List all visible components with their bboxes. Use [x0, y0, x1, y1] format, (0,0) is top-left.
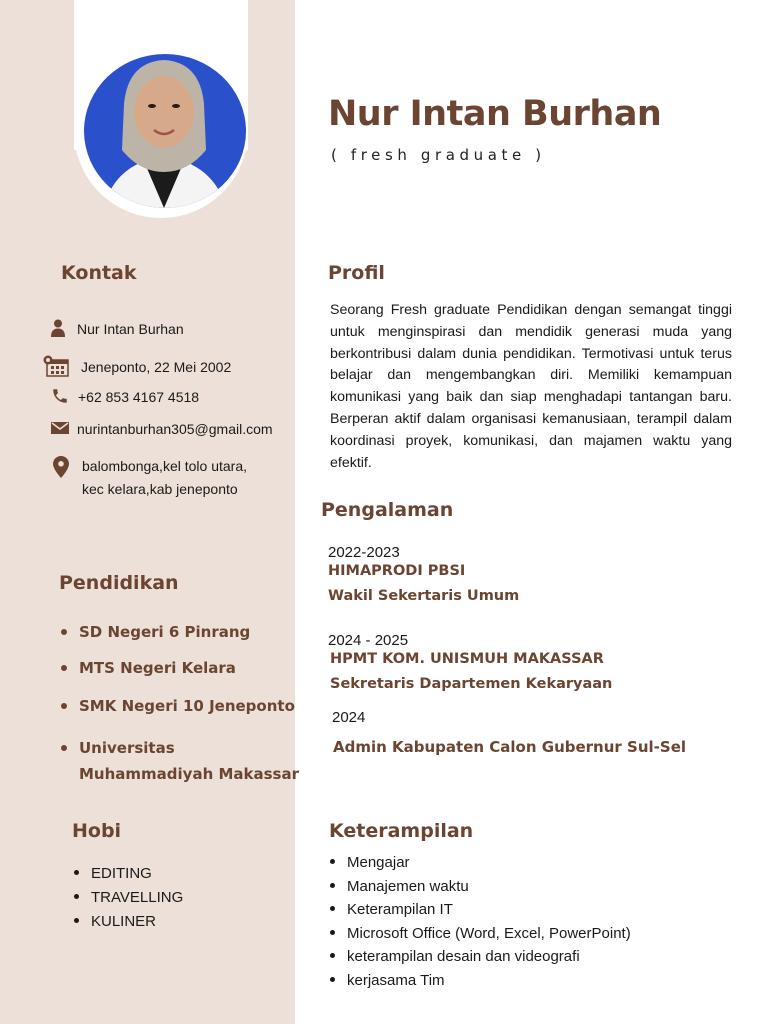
contact-name: Nur Intan Burhan [77, 321, 184, 337]
education-item-label: SMK Negeri 10 Jeneponto [79, 697, 295, 715]
education-item-label-line2: Muhammadiyah Makassar [79, 765, 299, 783]
skill-item: Microsoft Office (Word, Excel, PowerPoint) [330, 922, 631, 946]
experience-organization: HIMAPRODI PBSI [328, 563, 466, 579]
profile-summary: Seorang Fresh graduate Pendidikan dengan semangat tinggi untuk menginspirasi dan mendidik generasi muda yang berkontribusi dalam dunia pendidikan. Termotivasi untuk terus belajar dan mengembangkan diri. Memiliki kemampuan komunikasi yang baik dan siap menghadapi tantangan baru. Berperan aktif dalam organisasi kemanusiaan, terampil dalam koordinasi proyek, komunikasi, dan majamen waktu yang efektif. [330, 302, 732, 471]
calendar-icon [43, 356, 69, 376]
skill-item: Keterampilan IT [330, 898, 631, 922]
hobby-item: EDITING [74, 862, 183, 886]
hobi-heading: Hobi [72, 820, 122, 842]
contact-address [82, 455, 247, 500]
education-item-label: MTS Negeri Kelara [79, 659, 236, 677]
skill-item: keterampilan desain dan videografi [330, 945, 631, 969]
location-pin-icon [48, 455, 74, 479]
skill-item: kerjasama Tim [330, 969, 631, 993]
pendidikan-heading: Pendidikan [59, 572, 179, 594]
contact-name-row [45, 318, 184, 340]
education-item [79, 619, 250, 645]
education-item [79, 693, 295, 719]
person-icon [45, 318, 71, 338]
keterampilan-heading: Keterampilan [329, 820, 474, 842]
hobby-list [74, 862, 183, 934]
experience-organization: HPMT KOM. UNISMUH MAKASSAR [330, 651, 604, 667]
contact-address-line1: balombonga,kel tolo utara, [82, 458, 247, 474]
bullet-icon [61, 745, 67, 751]
contact-address-row [48, 455, 247, 500]
contact-email: nurintanburhan305@gmail.com [77, 421, 273, 437]
candidate-subtitle: ( fresh graduate ) [331, 146, 546, 164]
bullet-icon [61, 665, 67, 671]
contact-phone-row [47, 386, 199, 408]
kontak-heading: Kontak [61, 262, 137, 284]
experience-year: 2024 [332, 709, 366, 726]
experience-year: 2024 - 2025 [328, 632, 409, 649]
experience-role: Admin Kabupaten Calon Gubernur Sul-Sel [333, 738, 687, 756]
skill-item: Mengajar [330, 851, 631, 875]
bullet-icon [61, 703, 67, 709]
hobby-item: KULINER [74, 910, 183, 934]
experience-role: Sekretaris Dapartemen Kekaryaan [330, 676, 613, 692]
skill-list [330, 851, 631, 993]
bullet-icon [61, 629, 67, 635]
skill-item: Manajemen waktu [330, 875, 631, 899]
education-item [79, 655, 236, 681]
experience-role: Wakil Sekertaris Umum [328, 588, 520, 604]
phone-icon [47, 386, 73, 406]
profile-photo [84, 54, 246, 208]
candidate-name: Nur Intan Burhan [328, 94, 662, 134]
education-item-label: SD Negeri 6 Pinrang [79, 623, 251, 641]
pengalaman-heading: Pengalaman [321, 499, 454, 521]
mail-icon [47, 418, 73, 438]
education-item [79, 735, 299, 787]
experience-year: 2022-2023 [328, 544, 400, 561]
contact-email-row [47, 418, 273, 440]
hobby-item: TRAVELLING [74, 886, 183, 910]
contact-birth-row [43, 356, 231, 378]
profil-heading: Profil [328, 262, 385, 284]
contact-address-line2: kec kelara,kab jeneponto [82, 481, 238, 497]
contact-phone: +62 853 4167 4518 [78, 389, 200, 405]
contact-birth: Jeneponto, 22 Mei 2002 [81, 359, 232, 375]
education-item-label: Universitas [79, 739, 175, 757]
